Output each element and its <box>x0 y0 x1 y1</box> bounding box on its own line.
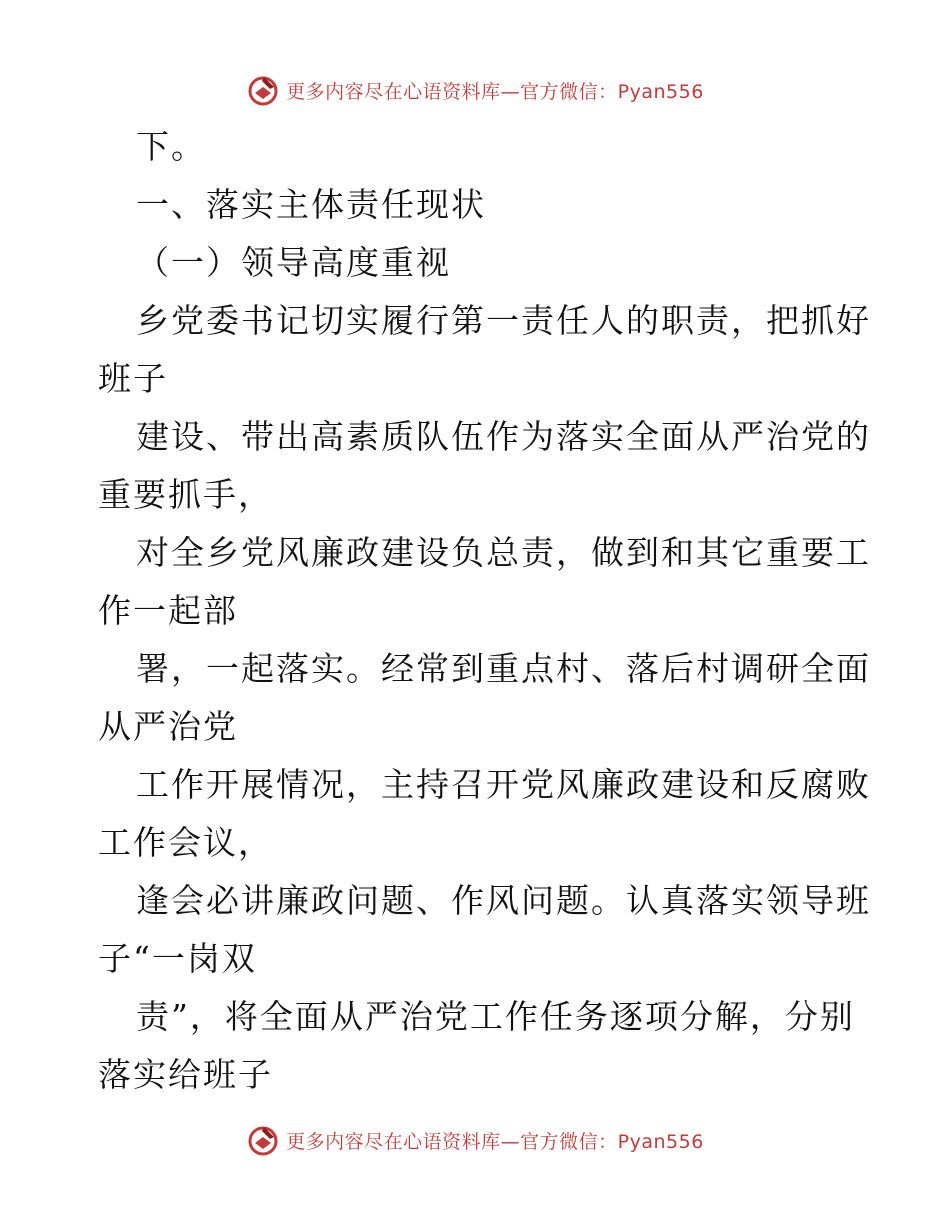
watermark-header <box>0 70 950 110</box>
text-line: 重要抓手， <box>98 475 273 514</box>
text-line: 一、落实主体责任现状 <box>136 185 486 224</box>
text-line: 下。 <box>136 127 206 166</box>
text-line: 建设、带出高素质队伍作为落实全面从严治党的 <box>136 417 871 456</box>
text-line: 署，一起落实。经常到重点村、落后村调研全面 <box>136 649 871 688</box>
text-line: 作一起部 <box>98 591 238 630</box>
text-line: 乡党委书记切实履行第一责任人的职责，把抓好 <box>136 301 871 340</box>
text-line: 责”，将全面从严治党工作任务逐项分解，分别 <box>136 997 855 1036</box>
text-line: 工作开展情况，主持召开党风廉政建设和反腐败 <box>136 765 871 804</box>
watermark-text: 更多内容尽在心语资料库—官方微信：Pyan556 <box>286 1130 704 1153</box>
text-line: 从严治党 <box>98 707 238 746</box>
text-line: 落实给班子 <box>98 1055 273 1094</box>
text-line: 逢会必讲廉政问题、作风问题。认真落实领导班 <box>136 881 871 920</box>
text-line: 班子 <box>98 359 168 398</box>
book-pen-logo-icon <box>246 73 280 107</box>
book-pen-logo-icon <box>246 1123 280 1157</box>
text-line: 工作会议， <box>98 823 273 862</box>
text-line: 对全乡党风廉政建设负总责，做到和其它重要工 <box>136 533 871 572</box>
watermark-text: 更多内容尽在心语资料库—官方微信：Pyan556 <box>286 80 704 103</box>
document-body <box>98 118 871 1104</box>
text-line: 子“一岗双 <box>98 939 257 978</box>
watermark-footer <box>0 1120 950 1160</box>
text-line: （一）领导高度重视 <box>136 243 451 282</box>
